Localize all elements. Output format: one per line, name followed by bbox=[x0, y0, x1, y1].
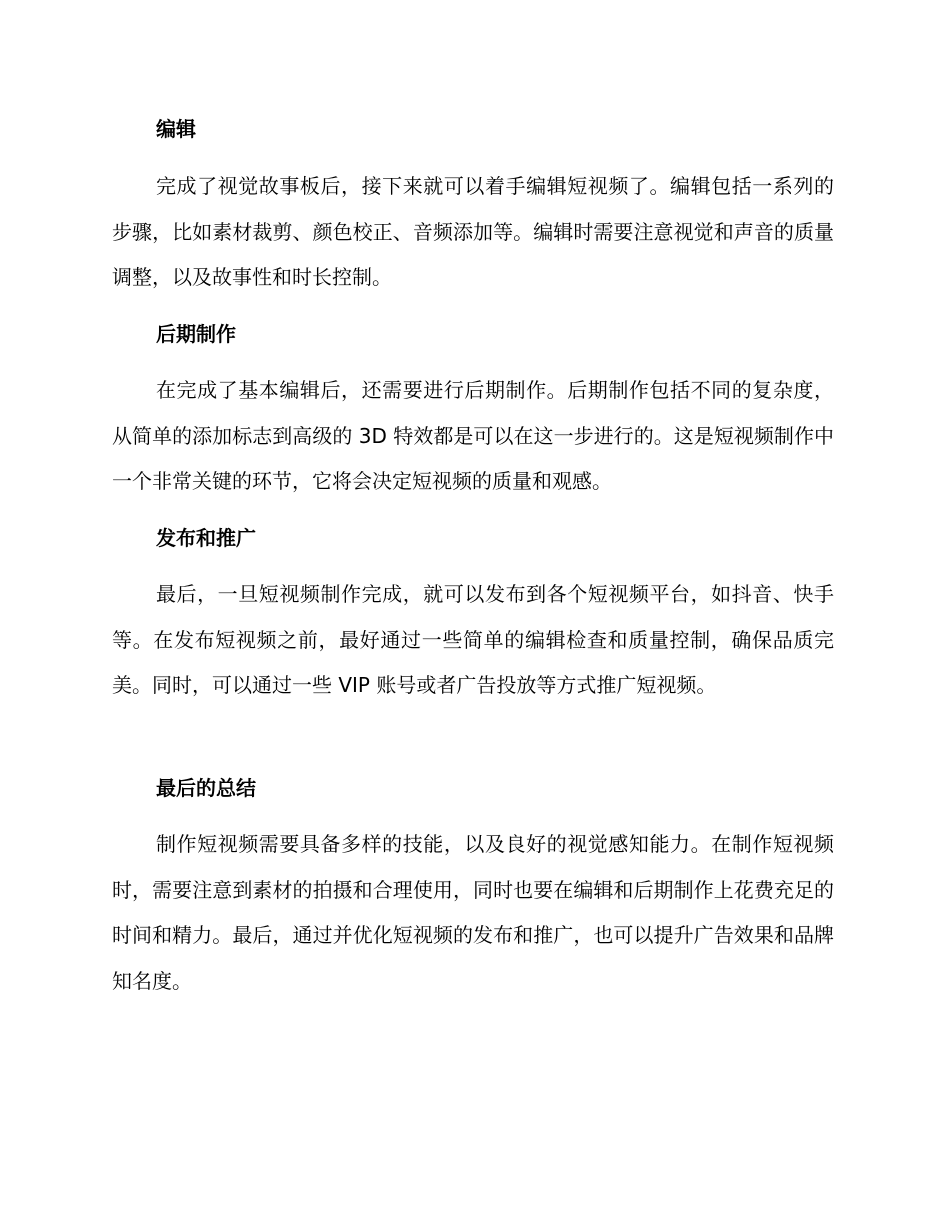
section-heading: 最后的总结 bbox=[156, 776, 256, 800]
section-paragraph: 最后，一旦短视频制作完成，就可以发布到各个短视频平台，如抖音、快手等。在发布短视频之前，最好通过一些简单的编辑检查和质量控制，确保品质完美。同时，可以通过一些 VIP 账号或者广告投放等方式推广短视频。 bbox=[112, 582, 834, 697]
section-heading: 发布和推广 bbox=[156, 526, 256, 550]
section-heading: 编辑 bbox=[156, 117, 196, 141]
section-heading: 后期制作 bbox=[156, 322, 236, 346]
section-paragraph: 完成了视觉故事板后，接下来就可以着手编辑短视频了。编辑包括一系列的步骤，比如素材裁剪、颜色校正、音频添加等。编辑时需要注意视觉和声音的质量调整，以及故事性和时长控制。 bbox=[112, 174, 834, 289]
section-paragraph: 制作短视频需要具备多样的技能，以及良好的视觉感知能力。在制作短视频时，需要注意到素材的拍摄和合理使用，同时也要在编辑和后期制作上花费充足的时间和精力。最后，通过并优化短视频的发布和推广，也可以提升广告效果和品牌知名度。 bbox=[112, 832, 834, 993]
section-paragraph: 在完成了基本编辑后，还需要进行后期制作。后期制作包括不同的复杂度，从简单的添加标志到高级的 3D 特效都是可以在这一步进行的。这是短视频制作中一个非常关键的环节，它将会决定短视频的质量和观感。 bbox=[112, 378, 834, 493]
